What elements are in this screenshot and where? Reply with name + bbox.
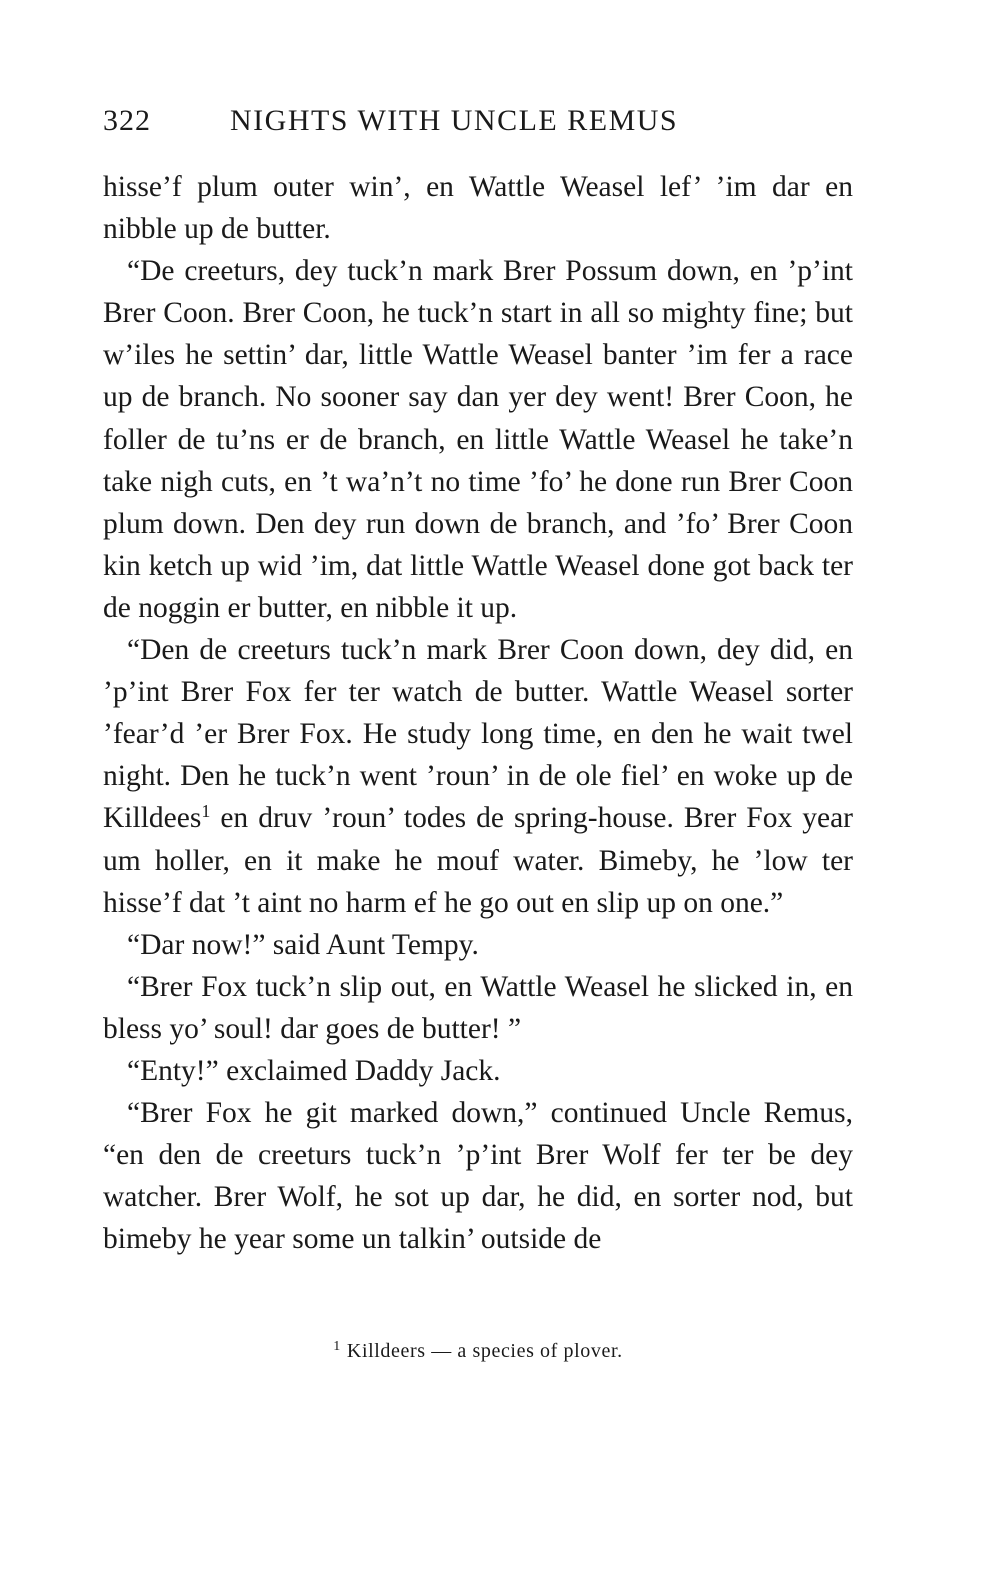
page-number: 322 (103, 104, 151, 137)
paragraph-3 (103, 629, 853, 924)
book-title: NIGHTS WITH UNCLE REMUS (230, 104, 679, 137)
body-text (103, 166, 853, 1260)
paragraph-3-text-before-ref: “Den de creeturs tuck’n mark Brer Coon down, dey did, en ’p’int Brer Fox fer ter watch de butter. Wattle Weasel sorter ’fear’d ’er Brer Fox. He study long time, en den he wait twel night. Den he tuck’n went ’roun’ in de ole fiel’ en woke up de Killdees (103, 634, 853, 835)
book-page (103, 0, 853, 1590)
paragraph-4: “Dar now!” said Aunt Tempy. (127, 928, 479, 961)
footnote-text: Killdeers — a species of plover. (346, 1340, 623, 1362)
paragraph-2: “De creeturs, dey tuck’n mark Brer Possum down, en ’p’int Brer Coon. Brer Coon, he tuck’n start in all so mighty fine; but w’iles he settin’ dar, little Wattle Weasel banter ’im fer a race up de branch. No sooner say dan yer dey went! Brer Coon, he foller de tu’ns er de branch, en little Wattle Weasel he take’n take nigh cuts, en ’t wa’n’t no time ’fo’ he done run Brer Coon plum down. Den dey run down de branch, and ’fo’ Brer Coon kin ketch up wid ’im, dat little Wattle Weasel done got back ter de noggin er butter, en nibble it up. (103, 255, 853, 624)
paragraph-3-text-after-ref: en druv ’roun’ todes de spring-house. Brer Fox year um holler, en it make he mouf water. Bimeby, he ’low ter hisse’f dat ’t aint no harm ef he go out en slip up on one.” (103, 802, 853, 919)
footnote-reference: 1 (201, 801, 211, 822)
paragraph-7: “Brer Fox he git marked down,” continued Uncle Remus, “en den de creeturs tuck’n ’p’int Brer Wolf fer ter be dey watcher. Brer Wolf, he sot up dar, he did, en sorter nod, but bimeby he year some un talkin’ outside de (103, 1097, 853, 1256)
footnote (103, 1339, 853, 1363)
running-head (103, 104, 853, 144)
paragraph-5: “Brer Fox tuck’n slip out, en Wattle Weasel he slicked in, en bless yo’ soul! dar goes de butter! ” (103, 970, 853, 1045)
footnote-mark: 1 (333, 1339, 341, 1354)
paragraph-6: “Enty!” exclaimed Daddy Jack. (127, 1054, 501, 1087)
paragraph-1: hisse’f plum outer win’, en Wattle Weasel lef’ ’im dar en nibble up de butter. (103, 171, 853, 246)
